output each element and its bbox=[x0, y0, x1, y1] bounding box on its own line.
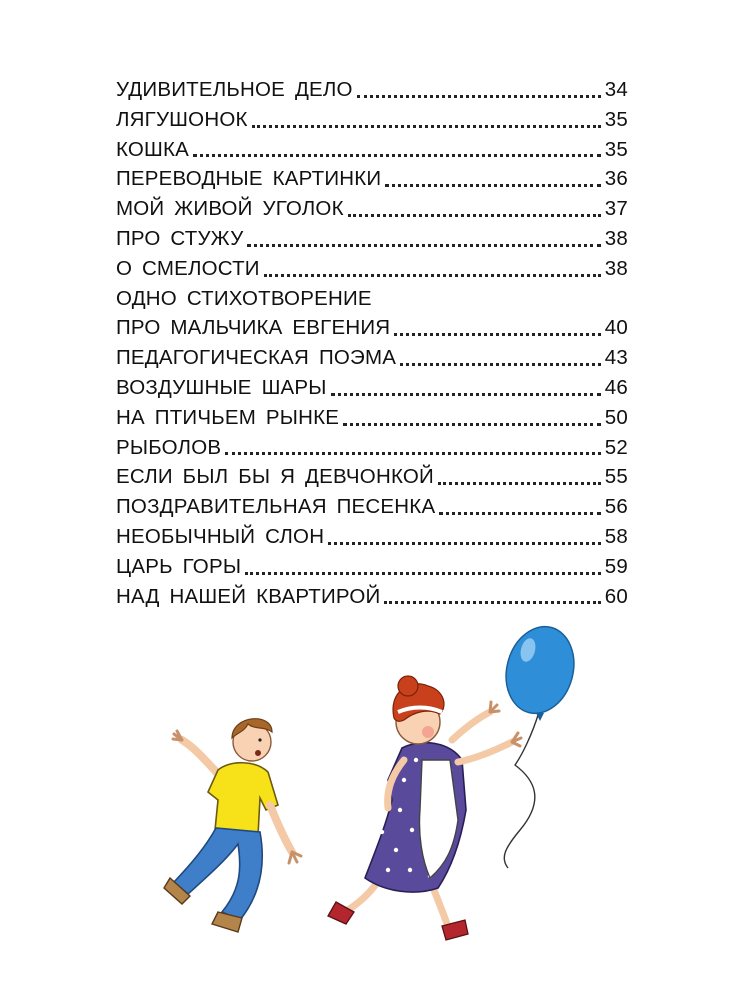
toc-entry-page: 43 bbox=[604, 346, 628, 370]
toc-entry-page: 59 bbox=[604, 554, 628, 578]
toc-entry[interactable] bbox=[116, 164, 628, 194]
toc-entry-title: НА ПТИЧЬЕМ РЫНКЕ bbox=[116, 405, 340, 429]
toc-leader-dots bbox=[400, 363, 601, 366]
girl-upper-arm bbox=[452, 712, 490, 740]
toc-entry-page: 40 bbox=[604, 316, 628, 340]
toc-leader-dots bbox=[247, 244, 600, 247]
toc-entry[interactable] bbox=[116, 254, 628, 284]
toc-leader-dots bbox=[225, 452, 601, 455]
toc-entry[interactable] bbox=[116, 135, 628, 165]
boy-figure bbox=[164, 719, 301, 932]
toc-entry[interactable] bbox=[116, 462, 628, 492]
toc-entry-page: 37 bbox=[604, 197, 628, 221]
toc-entry-page: 36 bbox=[604, 167, 628, 191]
boy-shirt bbox=[208, 763, 278, 838]
toc-leader-dots bbox=[439, 512, 600, 515]
toc-entry-title-line2: ПРО МАЛЬЧИКА ЕВГЕНИЯ bbox=[116, 316, 391, 340]
toc-entry-title: КОШКА bbox=[116, 137, 190, 161]
toc-entry-page: 38 bbox=[604, 226, 628, 250]
toc-entry-title: МОЙ ЖИВОЙ УГОЛОК bbox=[116, 197, 344, 221]
boy-left-arm bbox=[182, 740, 220, 776]
toc-entry[interactable] bbox=[116, 224, 628, 254]
boy-left-hand bbox=[173, 731, 182, 740]
illustration bbox=[160, 620, 580, 960]
toc-entry-page: 58 bbox=[604, 524, 628, 548]
toc-entry-page: 35 bbox=[604, 137, 628, 161]
toc-leader-dots bbox=[331, 393, 601, 396]
toc-entry-title: ПОЗДРАВИТЕЛЬНАЯ ПЕСЕНКА bbox=[116, 495, 436, 519]
girl-hair-bun bbox=[398, 676, 418, 696]
toc-leader-dots bbox=[357, 95, 601, 98]
toc-entry[interactable] bbox=[116, 403, 628, 433]
toc-entry-page: 46 bbox=[604, 375, 628, 399]
toc-entry-title: ЕСЛИ БЫЛ БЫ Я ДЕВЧОНКОЙ bbox=[116, 465, 434, 489]
toc-entry-title-line1: ОДНО СТИХОТВОРЕНИЕ bbox=[116, 286, 372, 310]
toc-entry[interactable] bbox=[116, 284, 628, 344]
toc-leader-dots bbox=[438, 482, 601, 485]
girl-cheek bbox=[422, 726, 434, 738]
toc-leader-dots bbox=[245, 572, 601, 575]
boy-eye bbox=[258, 738, 261, 741]
balloon-string bbox=[504, 712, 539, 868]
toc-entry[interactable] bbox=[116, 433, 628, 463]
toc-entry-title: УДИВИТЕЛЬНОЕ ДЕЛО bbox=[116, 78, 353, 101]
toc-leader-dots bbox=[252, 125, 601, 128]
toc-leader-dots bbox=[328, 542, 601, 545]
balloon bbox=[497, 620, 580, 721]
girl-right-arm bbox=[458, 742, 512, 762]
girl-figure bbox=[328, 676, 521, 940]
toc-entry[interactable] bbox=[116, 492, 628, 522]
toc-entry-title: ПРО СТУЖУ bbox=[116, 226, 244, 250]
girl-upper-hand bbox=[490, 702, 499, 712]
toc-entry[interactable] bbox=[116, 343, 628, 373]
table-of-contents bbox=[116, 75, 628, 611]
boy-right-arm bbox=[270, 805, 292, 852]
toc-entry-title: ПЕРЕВОДНЫЕ КАРТИНКИ bbox=[116, 167, 382, 191]
toc-entry-page: 55 bbox=[604, 465, 628, 489]
toc-entry[interactable] bbox=[116, 75, 628, 105]
toc-leader-dots bbox=[264, 274, 601, 277]
toc-entry-title: НЕОБЫЧНЫЙ СЛОН bbox=[116, 524, 325, 548]
toc-entry-page: 56 bbox=[604, 495, 628, 519]
boy-mouth bbox=[255, 750, 261, 756]
toc-leader-dots bbox=[384, 601, 600, 604]
toc-entry[interactable] bbox=[116, 552, 628, 582]
toc-leader-dots bbox=[394, 333, 601, 336]
toc-leader-dots bbox=[343, 423, 601, 426]
toc-leader-dots bbox=[193, 154, 601, 157]
toc-entry-page: 35 bbox=[604, 107, 628, 131]
boy-jeans bbox=[174, 828, 262, 920]
toc-entry-page: 60 bbox=[604, 584, 628, 608]
toc-entry-page: 50 bbox=[604, 405, 628, 429]
toc-leader-dots bbox=[385, 184, 600, 187]
toc-entry[interactable] bbox=[116, 522, 628, 552]
toc-entry[interactable] bbox=[116, 582, 628, 612]
toc-entry-title: О СМЕЛОСТИ bbox=[116, 256, 260, 280]
toc-entry-page: 52 bbox=[604, 435, 628, 459]
toc-entry-title: ЛЯГУШОНОК bbox=[116, 107, 248, 131]
toc-leader-dots bbox=[348, 214, 601, 217]
boy-right-hand bbox=[289, 852, 301, 863]
toc-entry[interactable] bbox=[116, 194, 628, 224]
toc-entry-title: РЫБОЛОВ bbox=[116, 435, 222, 459]
toc-entry-title: НАД НАШЕЙ КВАРТИРОЙ bbox=[116, 584, 381, 608]
toc-entry-title: ЦАРЬ ГОРЫ bbox=[116, 554, 242, 578]
toc-entry-page: 38 bbox=[604, 256, 628, 280]
girl-right-hand bbox=[512, 733, 521, 746]
toc-entry[interactable] bbox=[116, 373, 628, 403]
toc-entry[interactable] bbox=[116, 105, 628, 135]
toc-entry-page: 34 bbox=[604, 78, 628, 101]
toc-entry-title: ПЕДАГОГИЧЕСКАЯ ПОЭМА bbox=[116, 346, 397, 370]
toc-entry-title: ВОЗДУШНЫЕ ШАРЫ bbox=[116, 375, 327, 399]
